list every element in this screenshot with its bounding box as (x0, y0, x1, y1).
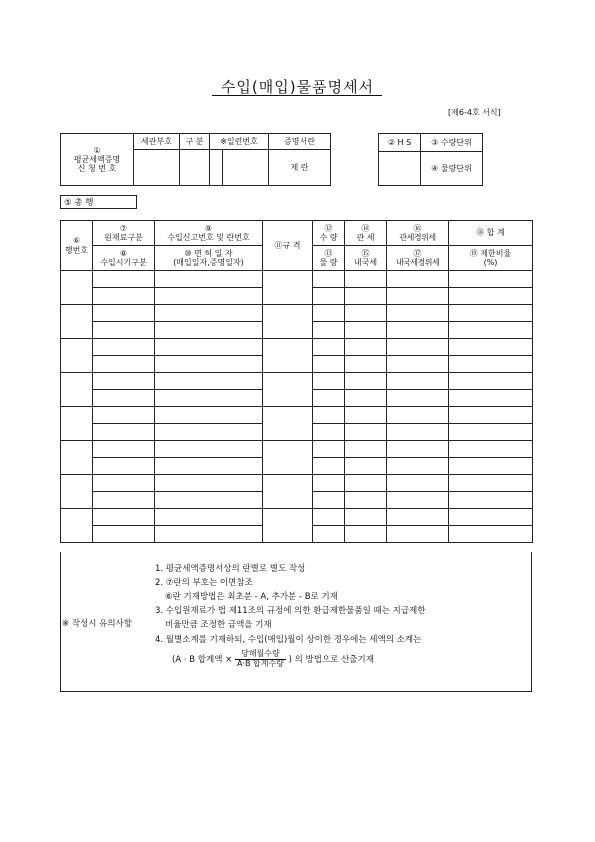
formula (172, 650, 374, 669)
material-cell[interactable] (93, 492, 155, 509)
quantity-cell[interactable] (313, 458, 345, 475)
total-cell[interactable] (449, 424, 533, 441)
total-cell[interactable] (449, 271, 533, 288)
row-number-cell[interactable] (61, 407, 93, 441)
total-cell[interactable] (449, 492, 533, 509)
form-number: [제6-4호 서식] (448, 108, 501, 117)
declaration-cell[interactable] (155, 271, 263, 288)
duty-mgmt-cell[interactable] (387, 356, 449, 373)
duty-cell[interactable] (345, 424, 387, 441)
table-row (61, 441, 533, 458)
material-cell[interactable] (93, 373, 155, 390)
duty-cell[interactable] (345, 492, 387, 509)
table-row (61, 339, 533, 356)
quantity-cell[interactable] (313, 475, 345, 492)
qty-unit-label: ③ 수량단위 (421, 134, 483, 152)
duty-mgmt-cell[interactable] (387, 424, 449, 441)
table-row (61, 305, 533, 322)
row-number-cell[interactable] (61, 475, 93, 509)
table-body (61, 271, 533, 543)
declaration-cell[interactable] (155, 526, 263, 543)
duty-mgmt-cell[interactable] (387, 271, 449, 288)
serial-no-field-a[interactable] (210, 150, 223, 186)
material-cell[interactable] (93, 356, 155, 373)
license-date-header: ⑩ 면 허 일 자 (매입일자,증명일자) (155, 246, 263, 271)
quantity-cell[interactable] (313, 373, 345, 390)
row-number-cell[interactable] (61, 373, 93, 407)
table-row (61, 271, 533, 288)
material-cell[interactable] (93, 424, 155, 441)
cert-column-field[interactable]: 제 란 (269, 150, 331, 186)
customs-duty-header: ⑭ 관 세 (345, 221, 387, 246)
note-3: 3. 수입원재료가 법 제11조의 규정에 의한 환급제한물품일 때는 지급제한 (155, 606, 426, 616)
cert-column-header: 증명서란 (269, 134, 331, 150)
table-row (61, 373, 533, 390)
material-cell[interactable] (93, 458, 155, 475)
applicant-number-label: ① 평균세액증명 신 청 번 호 (61, 134, 134, 186)
material-cell[interactable] (93, 322, 155, 339)
declaration-cell[interactable] (155, 407, 263, 424)
duty-cell[interactable] (345, 475, 387, 492)
material-cell[interactable] (93, 305, 155, 322)
total-cell[interactable] (449, 407, 533, 424)
main-table (60, 220, 533, 543)
table-row (61, 475, 533, 492)
document-title: 수입(매입)물품명세서 (220, 78, 375, 96)
import-declaration-header: ⑨ 수입신고번호 및 란번호 (155, 221, 263, 246)
material-type-header: ⑦ 원재료구분 (93, 221, 155, 246)
limit-ratio-header: ⑲ 제한비율 (%) (449, 246, 533, 271)
formula-left: (A · B 합계액 × (172, 654, 233, 665)
material-cell[interactable] (93, 441, 155, 458)
quantity-cell[interactable] (313, 390, 345, 407)
declaration-cell[interactable] (155, 322, 263, 339)
hs-label: ② H S (379, 134, 421, 152)
note-1: 1. 평균세액증명서상의 란별로 별도 작성 (155, 564, 306, 574)
total-cell[interactable] (449, 390, 533, 407)
duty-cell[interactable] (345, 356, 387, 373)
declaration-cell[interactable] (155, 441, 263, 458)
row-number-cell[interactable] (61, 339, 93, 373)
formula-fraction (235, 650, 286, 669)
total-cell[interactable] (449, 305, 533, 322)
quantity-cell[interactable] (313, 339, 345, 356)
row-number-cell[interactable] (61, 441, 93, 475)
weight-unit-label: ④ 물량단위 (421, 152, 483, 186)
material-cell[interactable] (93, 407, 155, 424)
declaration-cell[interactable] (155, 424, 263, 441)
total-cell[interactable] (449, 373, 533, 390)
spec-cell[interactable] (263, 441, 313, 475)
note-3b: 비율만큼 조정한 금액을 기재 (165, 620, 272, 630)
hs-field[interactable] (379, 152, 421, 186)
total-rows-label: ⑤ 총 행 (60, 195, 137, 209)
quantity-cell[interactable] (313, 526, 345, 543)
spec-cell[interactable] (263, 339, 313, 373)
quantity-cell[interactable] (313, 509, 345, 526)
duty-mgmt-cell[interactable] (387, 475, 449, 492)
quantity-header: ⑫ 수 량 (313, 221, 345, 246)
declaration-cell[interactable] (155, 509, 263, 526)
duty-mgmt-cell[interactable] (387, 322, 449, 339)
note-2: 2. ⑦란의 부호는 이면참조 (155, 578, 253, 588)
formula-right: ) 의 방법으로 산출기재 (288, 654, 374, 665)
duty-mgmt-cell[interactable] (387, 509, 449, 526)
hs-table (378, 133, 483, 186)
quantity-cell[interactable] (313, 305, 345, 322)
total-header: ⑱ 합 계 (449, 221, 533, 246)
declaration-cell[interactable] (155, 492, 263, 509)
material-cell[interactable] (93, 288, 155, 305)
spec-cell[interactable] (263, 407, 313, 441)
total-cell[interactable] (449, 526, 533, 543)
duty-cell[interactable] (345, 305, 387, 322)
material-cell[interactable] (93, 339, 155, 356)
spec-cell[interactable] (263, 373, 313, 407)
formula-numerator: 당해월수량 (235, 650, 286, 660)
spec-cell[interactable] (263, 271, 313, 305)
declaration-cell[interactable] (155, 390, 263, 407)
material-cell[interactable] (93, 271, 155, 288)
quantity-cell[interactable] (313, 271, 345, 288)
total-cell[interactable] (449, 356, 533, 373)
quantity-cell[interactable] (313, 407, 345, 424)
row-number-cell[interactable] (61, 271, 93, 305)
domestic-mgmt-header: ⑰ 내국세경위세 (387, 246, 449, 271)
declaration-cell[interactable] (155, 475, 263, 492)
total-cell[interactable] (449, 475, 533, 492)
duty-mgmt-cell[interactable] (387, 305, 449, 322)
duty-mgmt-cell[interactable] (387, 526, 449, 543)
duty-cell[interactable] (345, 509, 387, 526)
declaration-cell[interactable] (155, 305, 263, 322)
declaration-cell[interactable] (155, 356, 263, 373)
notes-label: ※ 작성시 유의사항 (62, 619, 133, 629)
quantity-cell[interactable] (313, 288, 345, 305)
duty-cell[interactable] (345, 441, 387, 458)
customs-code-header: 세관부호 (134, 134, 180, 150)
duty-mgmt-cell[interactable] (387, 407, 449, 424)
quantity-cell[interactable] (313, 322, 345, 339)
duty-mgmt-cell[interactable] (387, 441, 449, 458)
serial-no-header: ※일련번호 (210, 134, 269, 150)
duty-mgmt-cell[interactable] (387, 339, 449, 356)
material-cell[interactable] (93, 475, 155, 492)
duty-mgmt-cell[interactable] (387, 458, 449, 475)
duty-cell[interactable] (345, 271, 387, 288)
row-number-cell[interactable] (61, 305, 93, 339)
category-field[interactable] (180, 150, 210, 186)
total-cell[interactable] (449, 509, 533, 526)
duty-mgmt-cell[interactable] (387, 288, 449, 305)
table-row (61, 407, 533, 424)
duty-cell[interactable] (345, 322, 387, 339)
duty-cell[interactable] (345, 526, 387, 543)
duty-cell[interactable] (345, 373, 387, 390)
import-period-header: ⑧ 수입시기구분 (93, 246, 155, 271)
duty-cell[interactable] (345, 390, 387, 407)
total-cell[interactable] (449, 288, 533, 305)
quantity-cell[interactable] (313, 424, 345, 441)
duty-mgmt-cell[interactable] (387, 492, 449, 509)
formula-denominator: A·B 합계수량 (236, 658, 284, 668)
duty-cell[interactable] (345, 407, 387, 424)
duty-cell[interactable] (345, 339, 387, 356)
declaration-cell[interactable] (155, 458, 263, 475)
spec-header: ⑪규 격 (263, 221, 313, 271)
declaration-cell[interactable] (155, 339, 263, 356)
total-cell[interactable] (449, 441, 533, 458)
header-table (60, 133, 331, 186)
row-number-header: ⑥ 행번호 (61, 221, 93, 271)
total-cell[interactable] (449, 339, 533, 356)
material-cell[interactable] (93, 509, 155, 526)
duty-cell[interactable] (345, 288, 387, 305)
material-cell[interactable] (93, 526, 155, 543)
duty-mgmt-header: ⑯ 관세경위세 (387, 221, 449, 246)
duty-mgmt-cell[interactable] (387, 390, 449, 407)
spec-cell[interactable] (263, 475, 313, 509)
title-underline (212, 95, 382, 96)
category-header: 구 분 (180, 134, 210, 150)
total-cell[interactable] (449, 458, 533, 475)
customs-code-field[interactable] (134, 150, 180, 186)
quantity-cell[interactable] (313, 492, 345, 509)
total-cell[interactable] (449, 322, 533, 339)
domestic-tax-header: ⑮ 내국세 (345, 246, 387, 271)
declaration-cell[interactable] (155, 288, 263, 305)
duty-cell[interactable] (345, 458, 387, 475)
serial-no-field-b[interactable] (223, 150, 269, 186)
note-4: 4. 월별소계를 기재하되, 수입(매입)월이 상이한 경우에는 세액의 소계는 (155, 635, 422, 645)
weight-header: ⑬ 물 량 (313, 246, 345, 271)
note-2b: ⑥란 기재방법은 최초분 - A, 추가분 - B로 기재 (165, 592, 338, 602)
material-cell[interactable] (93, 390, 155, 407)
quantity-cell[interactable] (313, 441, 345, 458)
declaration-cell[interactable] (155, 373, 263, 390)
spec-cell[interactable] (263, 509, 313, 543)
spec-cell[interactable] (263, 305, 313, 339)
table-row (61, 509, 533, 526)
duty-mgmt-cell[interactable] (387, 373, 449, 390)
row-number-cell[interactable] (61, 509, 93, 543)
quantity-cell[interactable] (313, 356, 345, 373)
